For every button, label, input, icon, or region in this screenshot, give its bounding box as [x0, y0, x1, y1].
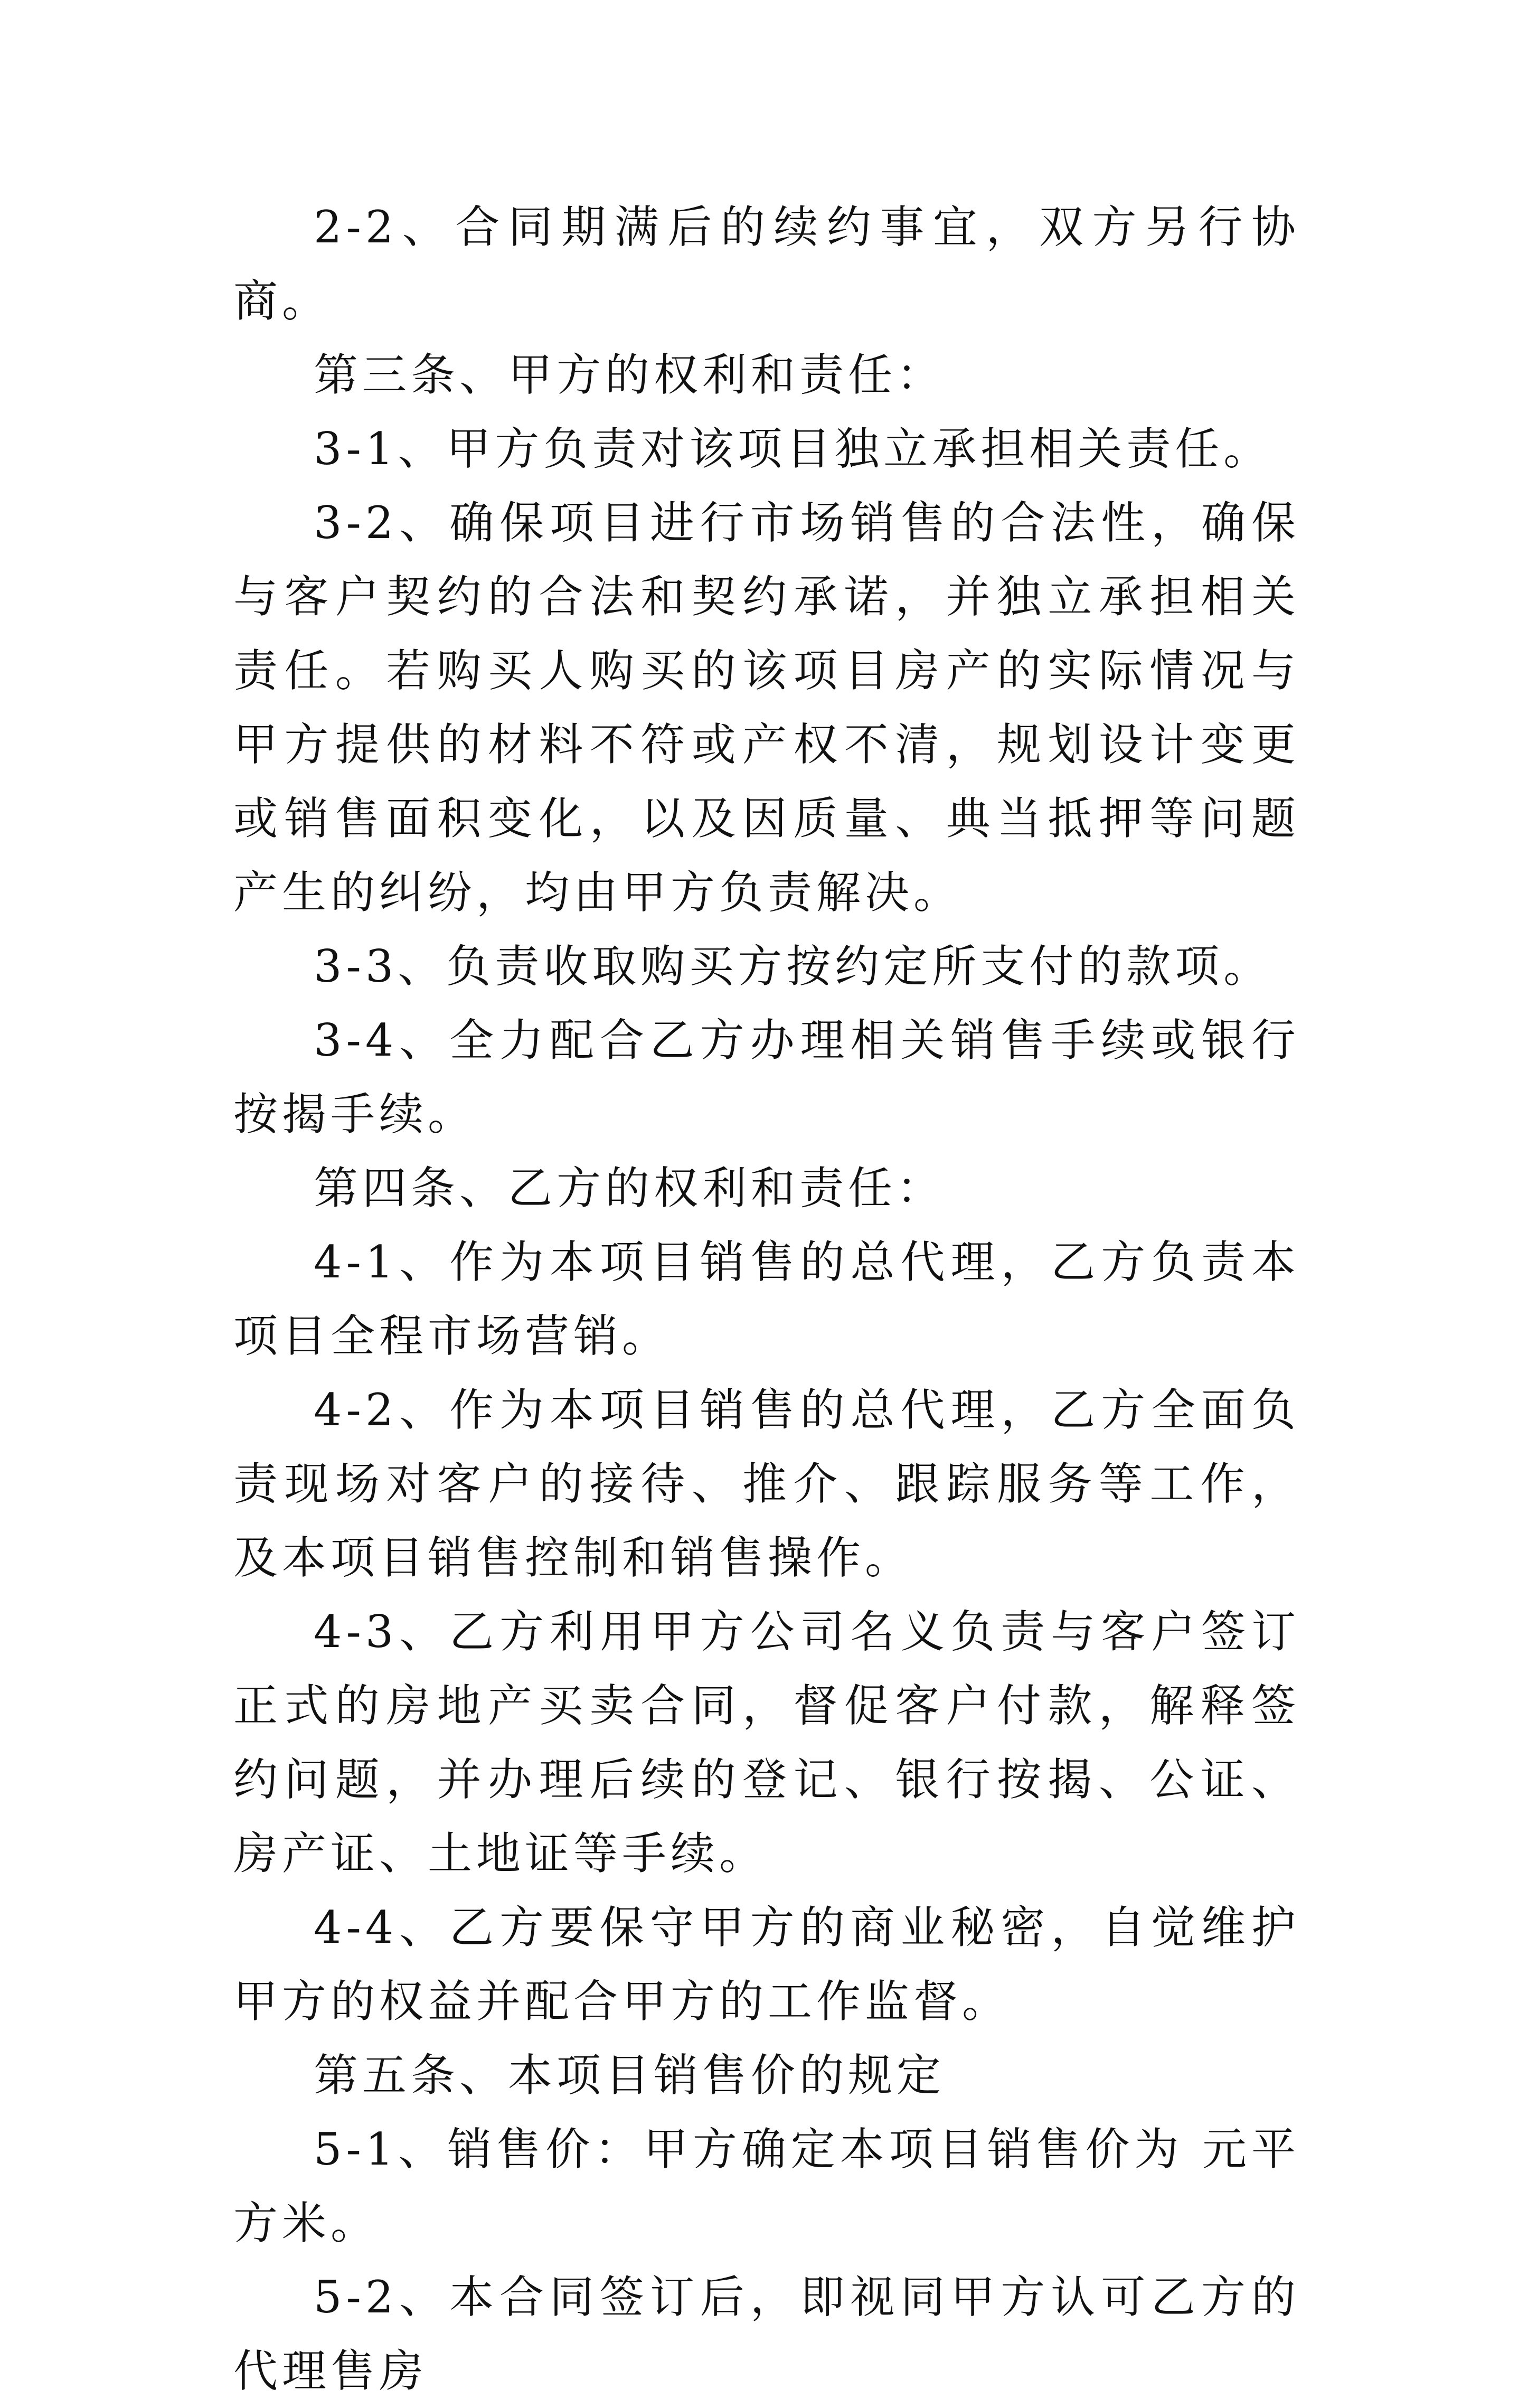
paragraph-3-1: 3-1、甲方负责对该项目独立承担相关责任。 [314, 423, 1272, 475]
paragraph-5-1: 5-1、销售价：甲方确定本项目销售价为 元平方米。 [233, 2123, 1300, 2249]
paragraph-3-4: 3-4、全力配合乙方办理相关销售手续或银行按揭手续。 [233, 1014, 1300, 1140]
paragraph-4-4: 4-4、乙方要保守甲方的商业秘密，自觉维护甲方的权益并配合甲方的工作监督。 [233, 1902, 1300, 2027]
paragraph-5-2: 5-2、本合同签订后，即视同甲方认可乙方的代理售房 [233, 2271, 1300, 2397]
paragraph-3-3: 3-3、负责收取购买方按约定所支付的款项。 [314, 940, 1272, 992]
document-body [233, 190, 1300, 2408]
heading-article-3: 第三条、甲方的权利和责任： [314, 349, 946, 401]
paragraph-4-3: 4-3、乙方利用甲方公司名义负责与客户签订正式的房地产买卖合同，督促客户付款，解释签约问题，并办理后续的登记、银行按揭、公证、房产证、土地证等手续。 [233, 1606, 1300, 1879]
heading-article-5: 第五条、本项目销售价的规定 [314, 2049, 946, 2101]
heading-article-4: 第四条、乙方的权利和责任： [314, 1162, 946, 1214]
paragraph-4-2: 4-2、作为本项目销售的总代理，乙方全面负责现场对客户的接待、推介、跟踪服务等工作，及本项目销售控制和销售操作。 [233, 1384, 1300, 1584]
paragraph-3-2: 3-2、确保项目进行市场销售的合法性，确保与客户契约的合法和契约承诺，并独立承担相关责任。若购买人购买的该项目房产的实际情况与甲方提供的材料不符或产权不清，规划设计变更或销售面积变化，以及因质量、典当抵押等问题产生的纠纷，均由甲方负责解决。 [233, 497, 1300, 918]
paragraph-4-1: 4-1、作为本项目销售的总代理，乙方负责本项目全程市场营销。 [233, 1236, 1300, 1362]
paragraph-2-2: 2-2、合同期满后的续约事宜，双方另行协商。 [233, 201, 1300, 327]
